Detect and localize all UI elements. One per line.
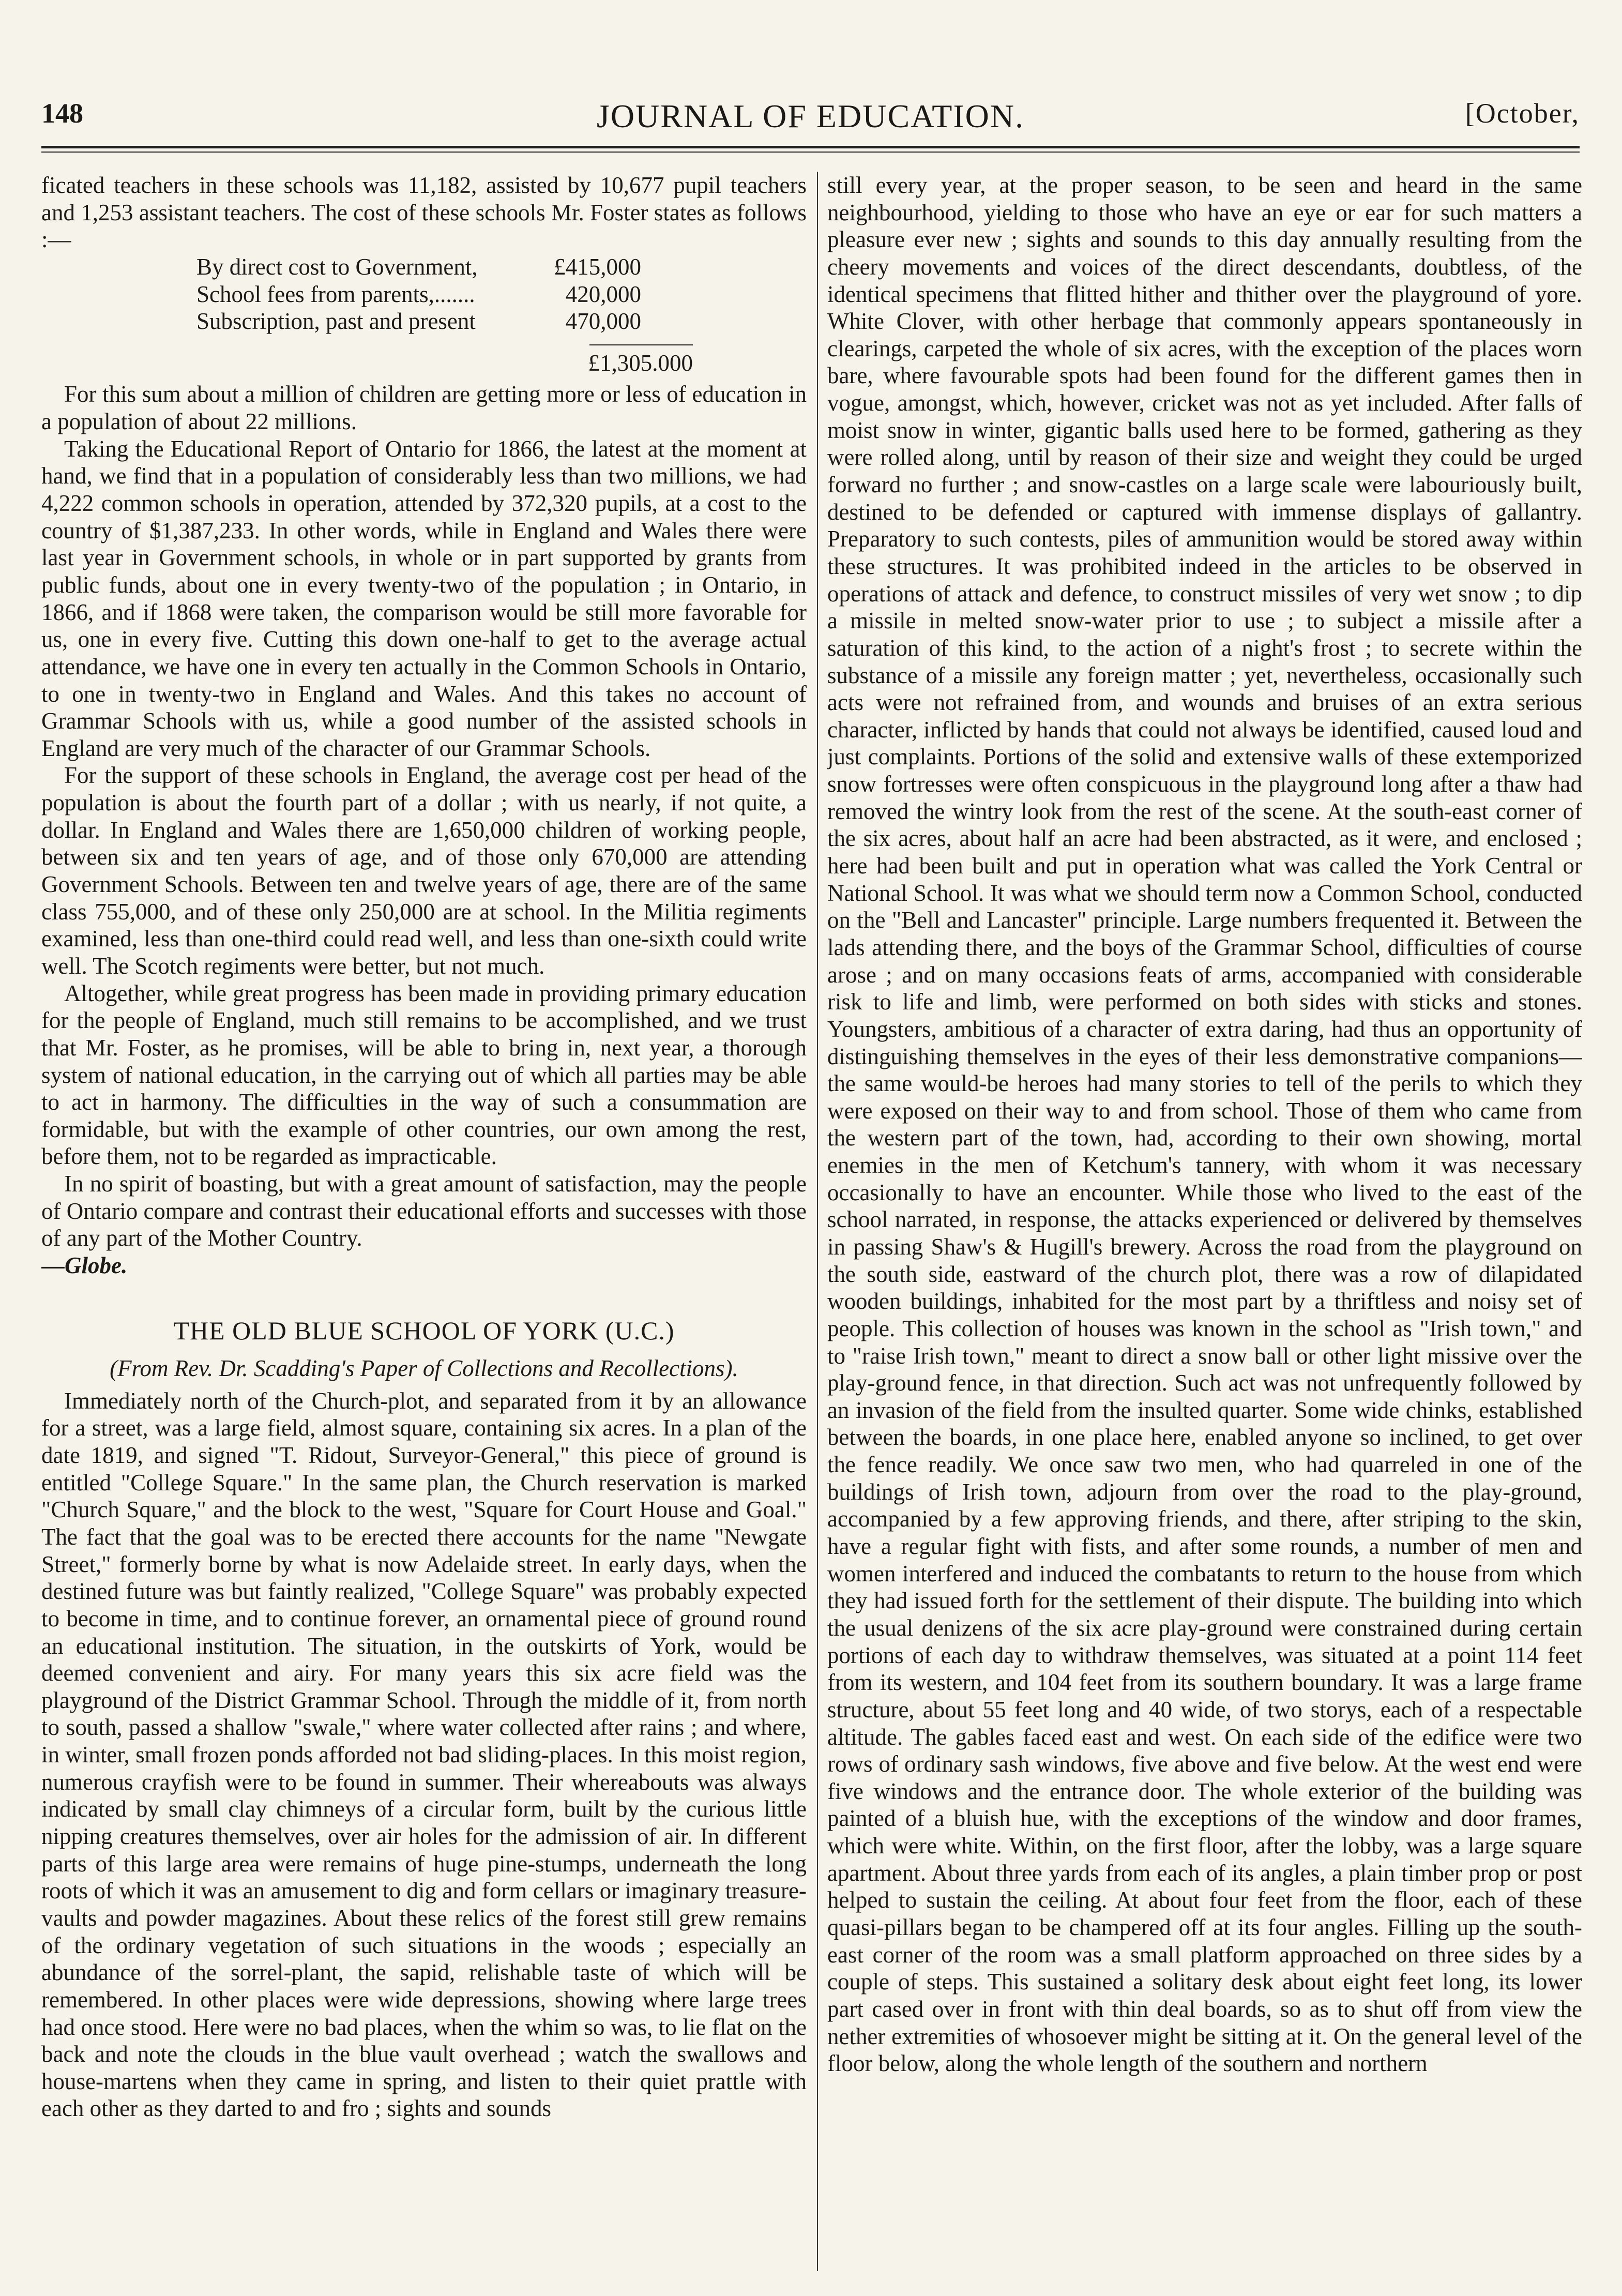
issue-month: [October, xyxy=(1465,98,1580,129)
paragraph: In no spirit of boasting, but with a great amount of satisfaction, may the people of Ontario compare and contrast their educational efforts and successes with those of any part of the Mother Country. xyxy=(41,1171,807,1251)
cost-amount: 420,000 xyxy=(565,281,641,307)
paragraph: Taking the Educational Report of Ontario for 1866, the latest at the moment at hand, we find that in a population of considerably less than two millions, we had 4,222 common schools in operation, attended by 372,320 pupils, at a cost to the country of $1,387,233. In other words, while in England and Wales there were last year in Government schools, in whole or in part supported by grants from public funds, about one in every twenty-two of the population ; in Ontario, in 1866, and if 1868 were taken, the comparison would be still more favorable for us, one in every five. Cutting this down one-half to get to the average actual attendance, we have one in every ten actually in the Common Schools in Ontario, to one in twenty-two in England and Wales. And this takes no account of Grammar Schools with us, while a good number of the assisted schools in England are very much of the character of our Grammar Schools. xyxy=(41,435,807,761)
section-source: (From Rev. Dr. Scadding's Paper of Collections and Recollections). xyxy=(110,1355,738,1382)
source-signature: —Globe. xyxy=(41,1252,128,1278)
header-rule-thin xyxy=(41,152,1580,153)
cost-table xyxy=(196,253,807,335)
page-number: 148 xyxy=(41,98,83,129)
right-column xyxy=(827,172,1582,2271)
paragraph: Immediately north of the Church-plot, and separated from it by an allowance for a street, was a large field, almost square, containing six acres. In a plan of the date 1819, and signed "T. Ridout, Surveyor-General," this piece of ground is entitled "College Square." In the same plan, the Church reservation is marked "Church Square," and the block to the west, "Square for Court House and Goal." The fact that the goal was to be erected there accounts for the name "Newgate Street," formerly borne by what is now Adelaide street. In early days, when the destined future was but faintly realized, "College Square" was probably expected to become in time, and to continue forever, an ornamental piece of ground round an educational institution. The situation, in the outskirts of York, would be deemed convenient and airy. For many years this six acre field was the playground of the District Grammar School. Through the middle of it, from north to south, passed a shallow "swale," where water collected after rains ; and where, in winter, small frozen ponds afforded not bad sliding-places. In this moist region, numerous crayfish were to be found in summer. Their whereabouts was always indicated by small clay chimneys of a circular form, built by the curious little nipping creatures themselves, over air holes for the admission of air. In different parts of this large area were remains of huge pine-stumps, underneath the long roots of which it was an amusement to dig and form cellars or imaginary treasure-vaults and powder magazines. About these relics of the forest still grew remains of the ordinary vegetation of such situations in the woods ; especially an abundance of the sorrel-plant, the sapid, relishable taste of which will be remembered. In other places were wide depressions, showing where large trees had once stood. Here were no bad places, when the whim so was, to lie flat on the back and note the clouds in the blue vault overhead ; watch the swallows and house-martens when they came in spring, and listen to their quiet prattle with each other as they darted to and fro ; sights and sounds xyxy=(41,1387,807,2122)
page-header xyxy=(41,97,1580,139)
cost-row xyxy=(196,308,641,335)
sum-rule xyxy=(589,344,693,345)
paragraph: ficated teachers in these schools was 11,182, assisted by 10,677 pupil teachers and 1,253 assistant teachers. The cost of these schools Mr. Foster states as follows :— xyxy=(41,172,807,253)
left-column xyxy=(41,172,807,2271)
cost-row xyxy=(196,281,641,308)
paragraph: For this sum about a million of children are getting more or less of education in a population of about 22 millions. xyxy=(41,381,807,435)
cost-total: £1,305.000 xyxy=(588,350,693,376)
cost-row xyxy=(196,253,641,281)
cost-label: Subscription, past and present xyxy=(196,308,476,335)
journal-title: JOURNAL OF EDUCATION. xyxy=(596,98,1025,134)
cost-amount: 470,000 xyxy=(565,308,641,335)
column-divider xyxy=(817,172,818,2271)
section-heading: THE OLD BLUE SCHOOL OF YORK (U.C.) xyxy=(173,1316,675,1345)
paragraph: Altogether, while great progress has been made in providing primary education for the people of England, much still remains to be accomplished, and we trust that Mr. Foster, as he promises, will be able to bring in, next year, a thorough system of national education, in the carrying out of which all parties may be able to act in harmony. The difficulties in the way of such a consummation are formidable, but with the example of other countries, our own among the rest, before them, not to be regarded as impracticable. xyxy=(41,980,807,1170)
cost-label: By direct cost to Government, xyxy=(196,253,478,280)
cost-amount: £415,000 xyxy=(554,253,641,280)
header-rule-thick xyxy=(41,146,1580,148)
paragraph: still every year, at the proper season, to be seen and heard in the same neighbourhood, yielding to those who have an eye or ear for such matters a pleasure ever new ; sights and sounds to this day annually resulting from the cheery movements and voices of the direct descendants, doubtless, of the identical specimens that flitted hither and thither over the playground of yore. White Clover, with other herbage that commonly appears spontaneously in clearings, carpeted the whole of six acres, with the exception of the places worn bare, where favourable spots had been found for the different games then in vogue, amongst, which, however, cricket was not as yet included. After falls of moist snow in winter, gigantic balls used here to be formed, gathering as they were rolled along, until by reason of their size and weight they could be urged forward no further ; and snow-castles on a large scale were labouriously built, destined to be defended or captured with immense displays of gallantry. Preparatory to such contests, piles of ammunition would be stored away within these structures. It was prohibited indeed in the articles to be observed in operations of attack and defence, to construct missiles of very wet snow ; to dip a missile in melted snow-water prior to use ; to subject a missile after a saturation of this kind, to the action of a night's frost ; to secrete within the substance of a missile any foreign matter ; yet, nevertheless, occasionally such acts were not refrained from, and wounds and bruises of an extra serious character, inflicted by hands that could not always be identified, caused loud and just complaints. Portions of the solid and extensive walls of these extemporized snow fortresses were often conspicuous in the playground long after a thaw had removed the wintry look from the rest of the scene. At the south-east corner of the six acres, about half an acre had been abstracted, as it were, and enclosed ; here had been built and put in operation what was called the York Central or National School. It was what we should term now a Common School, conducted on the "Bell and Lancaster" principle. Large numbers frequented it. Between the lads attending there, and the boys of the Grammar School, difficulties of course arose ; and on many occasions feats of arms, accompanied with considerable risk to life and limb, were performed on both sides with sticks and stones. Youngsters, ambitious of a character of extra daring, had thus an opportunity of distinguishing themselves in the eyes of their less demonstrative companions—the same would-be heroes had many stories to tell of the perils to which they were exposed on their way to and from school. Those of them who came from the western part of the town, had, according to their own showing, mortal enemies in the men of Ketchum's tannery, with whom it was necessary occasionally to have an encounter. While those who lived to the east of the school narrated, in response, the attacks experienced or delivered by themselves in passing Shaw's & Hugill's brewery. Across the road from the playground on the south side, eastward of the church plot, there was a row of dilapidated wooden buildings, inhabited for the most part by a thriftless and noisy set of people. This collection of houses was known in the school as "Irish town," and to "raise Irish town," meant to direct a snow ball or other light missive over the play-ground fence, in that direction. Such act was not unfrequently followed by an invasion of the field from the insulted quarter. Some wide chinks, established between the boards, in one place here, enabled anyone so inclined, to get over the fence readily. We once saw two men, who had quarreled in one of the buildings of Irish town, adjourn from over the road to the play-ground, accompanied by a few approving friends, and there, after striping to the skin, have a regular fight with fists, and after some rounds, a number of men and women interfered and induced the combatants to return to the house from which they had issued forth for the settlement of their dispute. The building into which the usual denizens of the six acre play-ground were constrained during certain portions of each day to withdraw themselves, was situated at a point 114 feet from its western, and 104 feet from its southern boundary. It was a large frame structure, about 55 feet long and 40 wide, of two storys, each of a respectable altitude. The gables faced east and west. On each side of the edifice were two rows of ordinary sash windows, five above and five below. At the west end were five windows and the entrance door. The whole exterior of the building was painted of a bluish hue, with the exceptions of the window and door frames, which were white. Within, on the first floor, after the lobby, was a large square apartment. About three yards from each of its angles, a plain timber prop or post helped to sustain the ceiling. At about four feet from the floor, each of these quasi-pillars began to be champered off at its four angles. Filling up the south-east corner of the room was a small platform approached on three sides by a couple of steps. This sustained a solitary desk about eight feet long, its lower part cased over in front with thin deal boards, so as to shut off from view the nether extremities of whosoever might be sitting at it. On the general level of the floor below, along the whole length of the southern and northern xyxy=(827,172,1582,2077)
cost-label: School fees from parents,....... xyxy=(196,281,475,307)
paragraph: For the support of these schools in England, the average cost per head of the population is about the fourth part of a dollar ; with us nearly, if not quite, a dollar. In England and Wales there are 1,650,000 children of working people, between six and ten years of age, and of those only 670,000 are attending Government Schools. Between ten and twelve years of age, there are of the same class 755,000, and of these only 250,000 are at school. In the Militia regiments examined, less than one-third could read well, and less than one-sixth could write well. The Scotch regiments were better, but not much. xyxy=(41,762,807,979)
